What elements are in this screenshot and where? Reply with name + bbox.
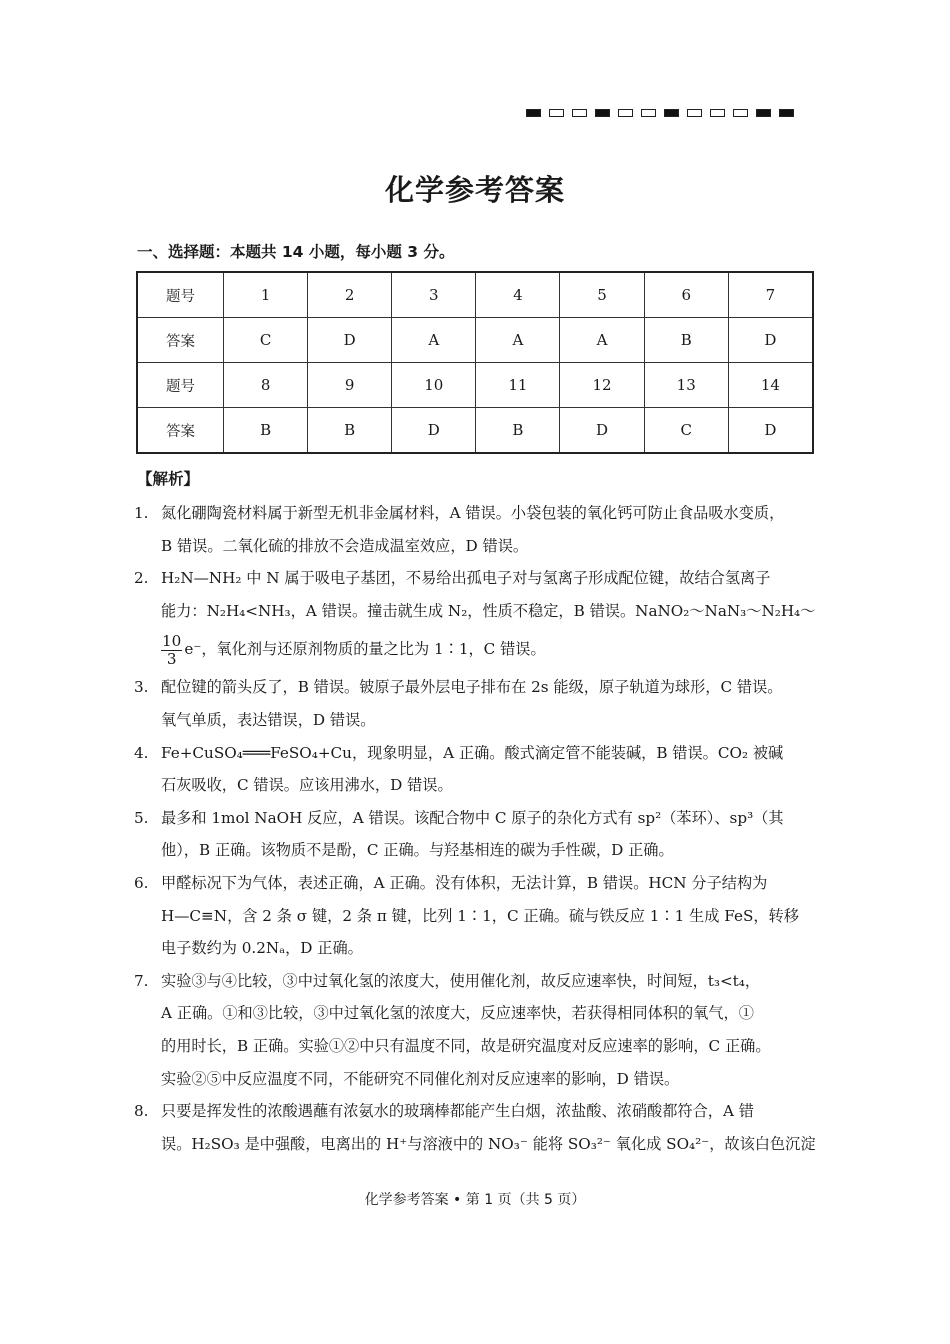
row-header-cell: 答案	[137, 318, 224, 363]
row-header-cell: 题号	[137, 363, 224, 408]
table-cell: 8	[224, 363, 308, 408]
table-cell: A	[476, 318, 560, 363]
analysis-line: B 错误。二氧化硫的排放不会造成温室效应，D 错误。	[161, 536, 529, 555]
fraction-numerator: 10	[162, 631, 182, 650]
table-cell: B	[308, 408, 392, 454]
table-cell: 9	[308, 363, 392, 408]
page-title: 化学参考答案	[384, 173, 565, 207]
table-cell: 6	[644, 272, 728, 318]
table-cell: D	[308, 318, 392, 363]
analysis-line: 电子数约为 0.2Nₐ，D 正确。	[161, 939, 363, 958]
table-row	[137, 363, 813, 408]
analysis-line: Fe+CuSO₄═══FeSO₄+Cu，现象明显，A 正确。酸式滴定管不能装碱，B 错误。CO₂ 被碱	[161, 743, 784, 762]
analysis-list	[134, 497, 816, 1160]
analysis-line: 实验②⑤中反应温度不同，不能研究不同催化剂对反应速率的影响，D 错误。	[161, 1069, 680, 1088]
analysis-line: 配位键的箭头反了，B 错误。铍原子最外层电子排布在 2s 能级，原子轨道为球形，C 错误。	[161, 678, 783, 697]
analysis-line: $\frac{10}{3}$ e⁻，氧化剂与还原剂物质的量之比为 1∶1，C 错误。	[162, 631, 546, 668]
fraction-denominator: 3	[166, 649, 177, 668]
table-row	[137, 408, 813, 454]
analysis-line: 误。H₂SO₃ 是中强酸，电离出的 H⁺与溶液中的 NO₃⁻ 能将 SO₃²⁻ 氧化成 SO₄²⁻，故该白色沉淀	[161, 1134, 816, 1153]
header-marks	[526, 109, 794, 117]
analysis-line: 氧气单质，表达错误，D 错误。	[161, 710, 376, 729]
item-number: 3.	[134, 678, 149, 697]
analysis-line: H₂N—NH₂ 中 N 属于吸电子基团，不易给出孤电子对与氢离子形成配位键，故结合氢离子	[161, 569, 771, 588]
analysis-line: A 正确。①和③比较，③中过氧化氢的浓度大，反应速率快，若获得相同体积的氧气，①	[161, 1004, 754, 1023]
item-number: 4.	[134, 743, 149, 762]
item-number: 1.	[134, 504, 149, 522]
table-cell: D	[392, 408, 476, 454]
analysis-item	[134, 562, 816, 671]
analysis-line: 能力：N₂H₄<NH₃，A 错误。撞击就生成 N₂，性质不稳定，B 错误。NaNO₂～NaN₃～N₂H₄～	[161, 601, 816, 620]
table-cell: 13	[644, 363, 728, 408]
table-cell: 1	[224, 272, 308, 318]
item-number: 8.	[134, 1102, 149, 1121]
analysis-item	[134, 671, 816, 736]
table-cell: A	[560, 318, 644, 363]
table-cell: 11	[476, 363, 560, 408]
row-header-cell: 答案	[137, 408, 224, 454]
analysis-line: 他），B 正确。该物质不是酚，C 正确。与羟基相连的碳为手性碳，D 正确。	[161, 841, 674, 860]
analysis-item	[134, 802, 816, 867]
table-cell: 4	[476, 272, 560, 318]
analysis-item	[134, 497, 816, 562]
analysis-line: H—C≡N，含 2 条 σ 键，2 条 π 键，比列 1∶1，C 正确。硫与铁反应 1∶1 生成 FeS，转移	[161, 906, 799, 925]
table-cell: D	[728, 408, 813, 454]
analysis-heading: 【解析】	[137, 470, 200, 488]
table-cell: B	[476, 408, 560, 454]
table-cell: C	[224, 318, 308, 363]
item-number: 2.	[134, 569, 149, 588]
fraction	[161, 633, 182, 668]
table-cell: B	[644, 318, 728, 363]
section-heading: 一、选择题：本题共 14 小题，每小题 3 分。	[137, 243, 455, 261]
analysis-line: 甲醛标况下为气体，表述正确，A 正确。没有体积，无法计算，B 错误。HCN 分子结构为	[161, 873, 768, 892]
analysis-line: 的用时长，B 正确。实验①②中只有温度不同，故是研究温度对反应速率的影响，C 正确。	[161, 1036, 771, 1055]
analysis-line: 氮化硼陶瓷材料属于新型无机非金属材料，A 错误。小袋包装的氧化钙可防止食品吸水变质，	[161, 504, 785, 522]
table-cell: 14	[728, 363, 813, 408]
table-cell: C	[644, 408, 728, 454]
analysis-item	[134, 965, 816, 1095]
table-cell: D	[728, 318, 813, 363]
analysis-line: 只要是挥发性的浓酸遇蘸有浓氨水的玻璃棒都能产生白烟，浓盐酸、浓硝酸都符合，A 错	[161, 1102, 754, 1121]
table-row	[137, 318, 813, 363]
row-header-cell: 题号	[137, 272, 224, 318]
table-cell: 2	[308, 272, 392, 318]
page-footer: 化学参考答案 • 第 1 页（共 5 页）	[364, 1192, 586, 1208]
table-cell: 7	[728, 272, 813, 318]
analysis-line: 实验③与④比较，③中过氧化氢的浓度大，使用催化剂，故反应速率快，时间短，t₃<t₄，	[161, 971, 761, 990]
table-cell: B	[224, 408, 308, 454]
table-cell: 3	[392, 272, 476, 318]
table-cell: 5	[560, 272, 644, 318]
analysis-item	[134, 1095, 816, 1160]
item-number: 7.	[134, 971, 149, 990]
answer-table	[136, 271, 814, 454]
table-cell: 12	[560, 363, 644, 408]
item-number: 6.	[134, 873, 149, 892]
analysis-line: 石灰吸收，C 错误。应该用沸水，D 错误。	[161, 776, 453, 795]
item-number: 5.	[134, 808, 149, 827]
table-row	[137, 272, 813, 318]
table-cell: D	[560, 408, 644, 454]
table-cell: A	[392, 318, 476, 363]
analysis-line: 最多和 1mol NaOH 反应，A 错误。该配合物中 C 原子的杂化方式有 sp²（苯环）、sp³（其	[161, 808, 784, 827]
table-cell: 10	[392, 363, 476, 408]
analysis-item	[134, 867, 816, 965]
analysis-item	[134, 737, 816, 802]
